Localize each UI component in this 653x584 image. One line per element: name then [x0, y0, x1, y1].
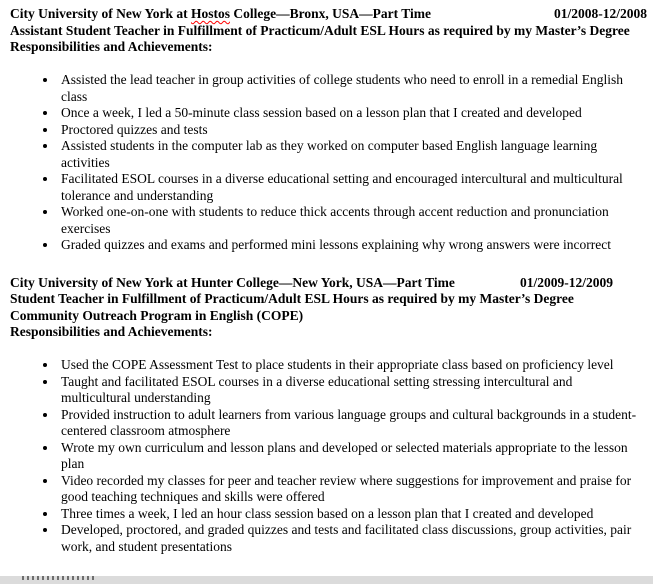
- responsibilities-list: [10, 357, 647, 555]
- employer-line: [10, 275, 455, 292]
- bullet-item: • Graded quizzes and exams and performed mini lessons explaining why wrong answers were incorrect: [58, 237, 647, 254]
- bullet-item: • Once a week, I led a 50-minute class session based on a lesson plan that I created and developed: [58, 105, 647, 122]
- bullet-item: • Developed, proctored, and graded quizzes and tests and facilitated class discussions, group activities, pair work, and student presentations: [58, 522, 647, 555]
- job-title: Assistant Student Teacher in Fulfillment of Practicum/Adult ESL Hours as required by my Master’s Degree: [10, 22, 630, 38]
- responsibilities-label: Responsibilities and Achievements:: [10, 39, 213, 54]
- bullet-item: • Worked one-on-one with students to reduce thick accents through accent reduction and pronunciation exercises: [58, 204, 647, 237]
- window-bottom-bar: [0, 576, 653, 584]
- employment-dates: 01/2009-12/2009: [520, 274, 613, 290]
- bullet-item: • Taught and facilitated ESOL courses in a diverse educational setting stressing intercultural and multicultural understanding: [58, 374, 647, 407]
- program-name: Community Outreach Program in English (COPE): [10, 307, 304, 323]
- bullet-item: • Proctored quizzes and tests: [58, 122, 647, 139]
- responsibilities-list: [10, 72, 647, 254]
- employer-name-suffix: College—Bronx, USA—Part Time: [230, 6, 431, 21]
- clipped-next-line-fragment: [22, 576, 94, 580]
- spellcheck-underlined-word: Hostos: [190, 6, 230, 21]
- bullet-item: • Assisted students in the computer lab as they worked on computer based English language learning activities: [58, 138, 647, 171]
- employer-line: [10, 6, 431, 23]
- experience-section-hunter: [10, 275, 647, 556]
- bullet-item: • Provided instruction to adult learners from various language groups and cultural backgrounds in a student-centered classroom atmosphere: [58, 407, 647, 440]
- job-title: Student Teacher in Fulfillment of Practicum/Adult ESL Hours as required by my Master’s Degree: [10, 291, 574, 306]
- employment-dates: 01/2008-12/2008: [554, 6, 647, 21]
- experience-section-hostos: [10, 6, 647, 254]
- experience-heading: [10, 275, 647, 292]
- experience-heading: [10, 6, 647, 23]
- bullet-item: • Wrote my own curriculum and lesson plans and developed or selected materials appropriate to the lesson plan: [58, 440, 647, 473]
- bullet-item: • Video recorded my classes for peer and teacher review where suggestions for improvement and praise for good teaching techniques and skills were offered: [58, 473, 647, 506]
- employer-name-prefix: City University of New York at: [10, 6, 191, 21]
- responsibilities-label: Responsibilities and Achievements:: [10, 324, 213, 339]
- bullet-item: • Facilitated ESOL courses in a diverse educational setting and encouraged intercultural and multicultural tolerance and understanding: [58, 171, 647, 204]
- bullet-item: • Three times a week, I led an hour class session based on a lesson plan that I created and developed: [58, 506, 647, 523]
- bullet-item: • Used the COPE Assessment Test to place students in their appropriate class based on proficiency level: [58, 357, 647, 374]
- employer-name: City University of New York at Hunter College—New York, USA—Part Time: [10, 274, 455, 290]
- bullet-item: • Assisted the lead teacher in group activities of college students who need to enroll in a remedial English class: [58, 72, 647, 105]
